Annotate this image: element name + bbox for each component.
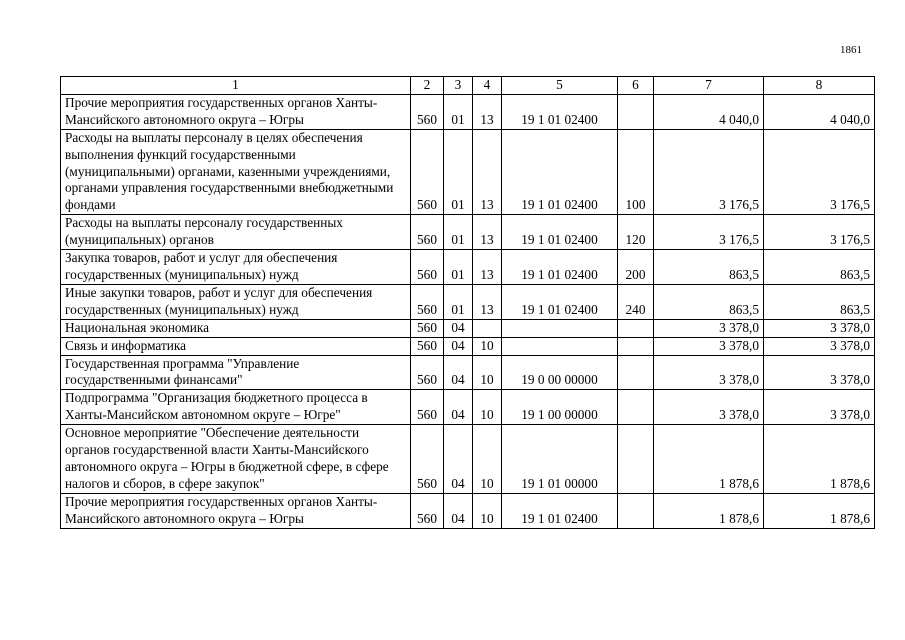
subsection-cell: 10 (473, 390, 502, 425)
section-cell: 01 (444, 284, 473, 319)
subsection-cell: 13 (473, 94, 502, 129)
table-row (61, 355, 875, 390)
section-cell: 01 (444, 250, 473, 285)
grbs-cell: 560 (411, 355, 444, 390)
expense-name-cell: Государственная программа "Управление государственными финансами" (61, 355, 411, 390)
amount-cell-7: 1 878,6 (654, 493, 764, 528)
target-article-cell: 19 1 00 00000 (502, 390, 618, 425)
column-header: 2 (411, 77, 444, 95)
amount-cell-8: 3 378,0 (764, 355, 875, 390)
section-cell: 04 (444, 390, 473, 425)
budget-table (60, 76, 875, 529)
subsection-cell (473, 319, 502, 337)
expense-type-cell (618, 390, 654, 425)
expense-name-cell: Национальная экономика (61, 319, 411, 337)
subsection-cell: 10 (473, 425, 502, 494)
target-article-cell: 19 1 01 02400 (502, 94, 618, 129)
section-cell: 04 (444, 493, 473, 528)
subsection-cell: 10 (473, 355, 502, 390)
grbs-cell: 560 (411, 390, 444, 425)
column-header: 8 (764, 77, 875, 95)
amount-cell-7: 3 378,0 (654, 337, 764, 355)
amount-cell-8: 3 176,5 (764, 129, 875, 215)
column-header: 7 (654, 77, 764, 95)
expense-name-cell: Расходы на выплаты персоналу в целях обеспечения выполнения функций государственными (муниципальными) органами, казенными учреждениями, органами управления государственными внебюджетными фондами (61, 129, 411, 215)
amount-cell-7: 3 378,0 (654, 355, 764, 390)
grbs-cell: 560 (411, 284, 444, 319)
grbs-cell: 560 (411, 319, 444, 337)
expense-name-cell: Расходы на выплаты персоналу государственных (муниципальных) органов (61, 215, 411, 250)
section-cell: 04 (444, 337, 473, 355)
amount-cell-7: 863,5 (654, 250, 764, 285)
expense-name-cell: Основное мероприятие "Обеспечение деятельности органов государственной власти Ханты-Мансийского автономного округа – Югры в бюджетной сфере, в сфере налогов и сборов, в сфере закупок" (61, 425, 411, 494)
target-article-cell (502, 337, 618, 355)
table-row (61, 319, 875, 337)
table-row (61, 390, 875, 425)
subsection-cell: 10 (473, 337, 502, 355)
table-row (61, 94, 875, 129)
subsection-cell: 10 (473, 493, 502, 528)
grbs-cell: 560 (411, 425, 444, 494)
target-article-cell: 19 1 01 02400 (502, 215, 618, 250)
target-article-cell: 19 1 01 02400 (502, 493, 618, 528)
grbs-cell: 560 (411, 250, 444, 285)
table-row (61, 425, 875, 494)
target-article-cell: 19 0 00 00000 (502, 355, 618, 390)
expense-type-cell (618, 337, 654, 355)
table-row (61, 215, 875, 250)
table-row (61, 284, 875, 319)
grbs-cell: 560 (411, 129, 444, 215)
grbs-cell: 560 (411, 215, 444, 250)
column-header: 3 (444, 77, 473, 95)
target-article-cell: 19 1 01 02400 (502, 250, 618, 285)
expense-name-cell: Закупка товаров, работ и услуг для обеспечения государственных (муниципальных) нужд (61, 250, 411, 285)
section-cell: 01 (444, 129, 473, 215)
amount-cell-8: 4 040,0 (764, 94, 875, 129)
subsection-cell: 13 (473, 129, 502, 215)
column-header: 4 (473, 77, 502, 95)
target-article-cell: 19 1 01 02400 (502, 129, 618, 215)
amount-cell-8: 863,5 (764, 250, 875, 285)
amount-cell-8: 863,5 (764, 284, 875, 319)
expense-type-cell (618, 493, 654, 528)
expense-name-cell: Подпрограмма "Организация бюджетного процесса в Ханты-Мансийском автономном округе – Югре" (61, 390, 411, 425)
table-row (61, 129, 875, 215)
column-header: 6 (618, 77, 654, 95)
subsection-cell: 13 (473, 215, 502, 250)
column-header: 5 (502, 77, 618, 95)
grbs-cell: 560 (411, 337, 444, 355)
table-row (61, 337, 875, 355)
table-row (61, 493, 875, 528)
subsection-cell: 13 (473, 250, 502, 285)
expense-name-cell: Прочие мероприятия государственных органов Ханты-Мансийского автономного округа – Югры (61, 94, 411, 129)
amount-cell-8: 1 878,6 (764, 425, 875, 494)
amount-cell-7: 3 378,0 (654, 319, 764, 337)
section-cell: 01 (444, 215, 473, 250)
amount-cell-8: 3 378,0 (764, 337, 875, 355)
grbs-cell: 560 (411, 94, 444, 129)
amount-cell-7: 3 176,5 (654, 129, 764, 215)
page-number: 1861 (840, 44, 862, 56)
table-row (61, 250, 875, 285)
section-cell: 04 (444, 319, 473, 337)
target-article-cell: 19 1 01 00000 (502, 425, 618, 494)
expense-type-cell: 120 (618, 215, 654, 250)
amount-cell-7: 863,5 (654, 284, 764, 319)
amount-cell-7: 4 040,0 (654, 94, 764, 129)
expense-type-cell: 240 (618, 284, 654, 319)
expense-type-cell (618, 425, 654, 494)
table-header-row (61, 77, 875, 95)
amount-cell-8: 3 378,0 (764, 390, 875, 425)
target-article-cell (502, 319, 618, 337)
subsection-cell: 13 (473, 284, 502, 319)
expense-type-cell (618, 94, 654, 129)
amount-cell-7: 1 878,6 (654, 425, 764, 494)
amount-cell-8: 3 378,0 (764, 319, 875, 337)
section-cell: 01 (444, 94, 473, 129)
expense-name-cell: Прочие мероприятия государственных органов Ханты-Мансийского автономного округа – Югры (61, 493, 411, 528)
section-cell: 04 (444, 355, 473, 390)
amount-cell-8: 1 878,6 (764, 493, 875, 528)
amount-cell-7: 3 176,5 (654, 215, 764, 250)
target-article-cell: 19 1 01 02400 (502, 284, 618, 319)
grbs-cell: 560 (411, 493, 444, 528)
section-cell: 04 (444, 425, 473, 494)
expense-type-cell: 200 (618, 250, 654, 285)
amount-cell-8: 3 176,5 (764, 215, 875, 250)
column-header: 1 (61, 77, 411, 95)
expense-name-cell: Связь и информатика (61, 337, 411, 355)
expense-name-cell: Иные закупки товаров, работ и услуг для обеспечения государственных (муниципальных) нужд (61, 284, 411, 319)
expense-type-cell (618, 319, 654, 337)
expense-type-cell: 100 (618, 129, 654, 215)
amount-cell-7: 3 378,0 (654, 390, 764, 425)
expense-type-cell (618, 355, 654, 390)
